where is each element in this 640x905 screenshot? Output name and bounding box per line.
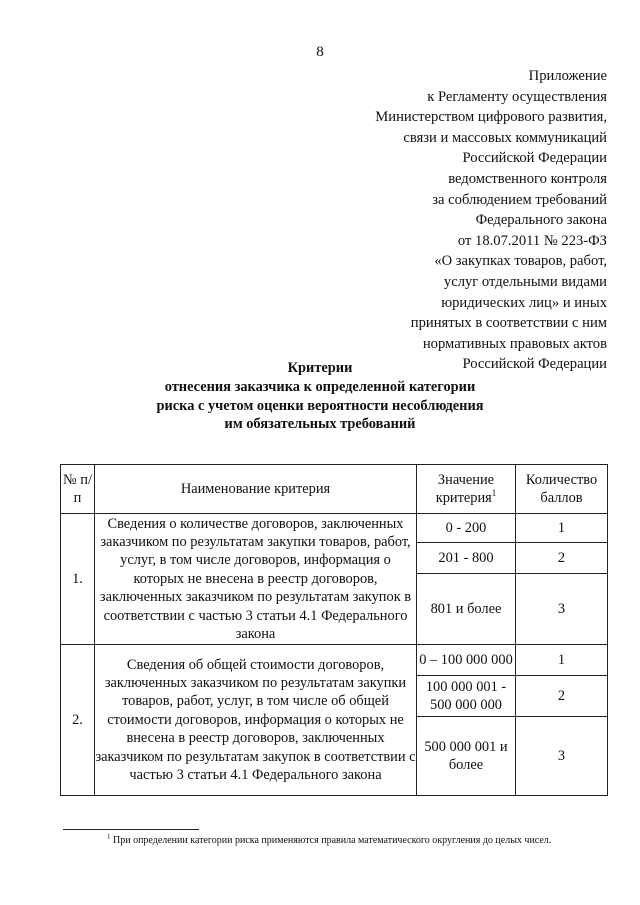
appendix-line: Российской Федерации: [462, 356, 607, 373]
table-row: [61, 514, 608, 543]
appendix-line: связи и массовых коммуникаций: [403, 129, 607, 146]
appendix-line: услуг отдельными видами: [443, 273, 607, 290]
criterion-value: 801 и более: [417, 574, 516, 645]
title-line: им обязательных требований: [224, 416, 416, 433]
appendix-line: Российской Федерации: [462, 150, 607, 167]
appendix-line: к Регламенту осуществления: [427, 88, 607, 105]
appendix-line: за соблюдением требований: [432, 191, 607, 208]
title-line: риска с учетом оценки вероятности несоблюдения: [156, 397, 484, 414]
criterion-value: 0 – 100 000 000: [417, 645, 516, 676]
criterion-value: 100 000 001 - 500 000 000: [417, 676, 516, 717]
appendix-line: Министерством цифрового развития,: [375, 109, 607, 126]
appendix-line: нормативных правовых актов: [422, 335, 607, 352]
criterion-points: 2: [516, 676, 608, 717]
footnote-separator: [63, 829, 199, 830]
footnote-text: При определении категории риска применяются правила математического округления до целых чисел.: [113, 835, 552, 846]
criterion-points: 2: [516, 543, 608, 574]
criterion-points: 3: [516, 717, 608, 796]
row-number: 1.: [61, 514, 95, 645]
footnote-ref: 1: [491, 488, 497, 499]
criterion-points: 3: [516, 574, 608, 645]
table-header-row: [61, 465, 608, 514]
criterion-value: 0 - 200: [417, 514, 516, 543]
header-value: [417, 465, 516, 514]
criteria-table: [60, 464, 608, 796]
document-title: [0, 359, 640, 434]
appendix-line: ведомственного контроля: [448, 170, 607, 187]
criterion-points: 1: [516, 514, 608, 543]
title-line: Критерии: [287, 360, 353, 376]
appendix-line: принятых в соответствии с ним: [410, 315, 607, 332]
criterion-name: Сведения о количестве договоров, заключенных заказчиком по результатам закупки товаров, работ, услуг, в том числе договоров, информация о которых не внесена в реестр договоров, заключенных заказчиком по результатам закупок в соответствии с частью 3 статьи 4.1 Федерального закона: [95, 514, 417, 645]
criterion-name: Сведения об общей стоимости договоров, заключенных заказчиком по результатам закупки товаров, работ, услуг, в том числе об общей стоимости договоров, информация о которых не внесена в реестр договоров, заключенных заказчиком по результатам закупок в соответствии с частью 3 статьи 4.1 Федерального закона: [95, 645, 417, 796]
header-num: № п/п: [61, 465, 95, 514]
footnote-mark: 1: [107, 832, 111, 841]
header-points: Количество баллов: [516, 465, 608, 514]
criterion-points: 1: [516, 645, 608, 676]
row-number: 2.: [61, 645, 95, 796]
header-name: [95, 465, 417, 514]
header-value-text: Значение критерия: [435, 471, 495, 506]
appendix-line: «О закупках товаров, работ,: [434, 253, 607, 270]
criterion-value: 201 - 800: [417, 543, 516, 574]
table-row: [61, 645, 608, 676]
title-line: отнесения заказчика к определенной категории: [164, 378, 476, 395]
appendix-line: Федерального закона: [475, 212, 607, 229]
header-name-text: Наименование критерия: [180, 480, 331, 497]
page-number: 8: [316, 44, 324, 60]
appendix-line: Приложение: [528, 68, 607, 84]
appendix-header: [277, 66, 607, 375]
appendix-line: юридических лиц» и иных: [441, 294, 607, 311]
appendix-line: от 18.07.2011 № 223-ФЗ: [457, 232, 607, 249]
criterion-value: 500 000 001 и более: [417, 717, 516, 796]
footnote: [107, 832, 627, 846]
